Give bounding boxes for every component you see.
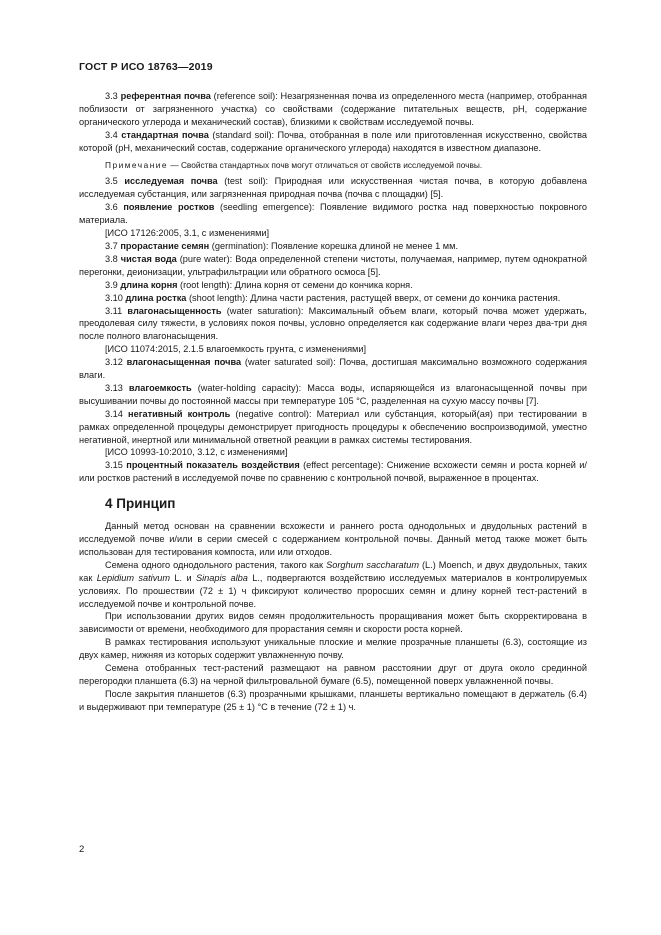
definition-3-7 bbox=[79, 240, 587, 253]
definition-term: длина ростка bbox=[125, 292, 187, 303]
definition-text: (reference soil): Незагрязненная почва из определенного места (например, отобранная поблизости от загрязненного участка) со свойствами (содержание питательных веществ, pH, содержание органического углерода и механический состав), близкими к свойствам исследуемой почвы. bbox=[79, 91, 588, 127]
note-text: — Свойства стандартных почв могут отличаться от свойств исследуемой почвы. bbox=[168, 159, 483, 170]
definition-term: прорастание семян bbox=[120, 240, 210, 251]
section-paragraph: Семена отобранных тест-растений размещают на равном расстоянии друг от друга около срединной перегородки планшета (6.3) на черной фильтровальной бумаге (6.5), помещенной поверх увлажненной почвы. bbox=[79, 663, 587, 686]
definition-number: 3.5 bbox=[105, 176, 118, 187]
definition-3-12 bbox=[79, 356, 587, 382]
definition-number: 3.9 bbox=[105, 279, 118, 290]
definition-term: влагонасыщенность bbox=[127, 305, 222, 316]
definition-number: 3.8 bbox=[105, 253, 118, 264]
definition-3-3 bbox=[79, 90, 587, 129]
reference-3-6: [ИСО 17126:2005, 3.1, с изменениями] bbox=[105, 228, 270, 239]
page-body bbox=[79, 90, 587, 714]
section-paragraph: После закрытия планшетов (6.3) прозрачными крышками, планшеты вертикально помещают в держатель (6.4) и выдерживают при температуре (25 ± 1) °С в течение (72 ± 1) ч. bbox=[79, 688, 587, 712]
definition-text: (water saturation): Максимальный объем влаги, который почва может удержать, преодолевая силу тяжести, в условиях покоя почвы, условно определяется как содержание влаги через два-три дня после полного влагонасыщения. bbox=[79, 305, 587, 342]
definition-text: (water saturated soil): Почва, достигшая максимально возможного содержания влаги. bbox=[79, 357, 587, 381]
document-header: ГОСТ Р ИСО 18763—2019 bbox=[79, 61, 213, 73]
section-paragraph: При использовании других видов семян продолжительность проращивания может быть скорректирована в зависимости от времени, необходимого для прорастания семян и скорости роста корней. bbox=[79, 611, 587, 635]
definition-3-6 bbox=[79, 201, 587, 227]
definition-text: (root length): Длина корня от семени до кончика корня. bbox=[177, 279, 413, 290]
definition-3-8 bbox=[79, 253, 587, 279]
definition-term: чистая вода bbox=[120, 253, 177, 264]
definition-term: негативный контроль bbox=[128, 408, 231, 419]
section-paragraph: В рамках тестирования используют уникальные плоские и мелкие прозрачные планшеты (6.3), состоящие из двух камер, нижняя из которых содержит увлажненную почву. bbox=[79, 637, 587, 661]
definition-number: 3.7 bbox=[105, 240, 118, 251]
definition-3-4 bbox=[79, 129, 587, 155]
definition-term: процентный показатель воздействия bbox=[126, 460, 300, 471]
definition-number: 3.13 bbox=[105, 382, 123, 393]
section-heading: 4 Принцип bbox=[105, 496, 176, 512]
definition-text: (standard soil): Почва, отобранная в поле или приготовленная искусственно, свойства которой (pH, механический состав, содержание органического углерода) находятся в известном диапазоне. bbox=[79, 129, 587, 153]
definition-text: (seedling emergence): Появление видимого ростка над поверхностью покровного материала. bbox=[79, 202, 587, 226]
definition-text: (negative control): Материал или субстанция, который(ая) при тестировании в рамках определенной процедуры демонстрирует пригодность процедуры к обеспечению воспроизводимой, уместно негативной, инертной или минимальной ответной реакции в рамках системы тестирования. bbox=[79, 408, 587, 445]
definition-number: 3.14 bbox=[105, 408, 123, 419]
definition-3-11 bbox=[79, 305, 587, 344]
definition-number: 3.3 bbox=[105, 91, 118, 101]
reference-3-11: [ИСО 11074:2015, 2.1.5 влагоемкость грунта, с изменениями] bbox=[105, 344, 367, 355]
species-name: Sorghum saccharatum bbox=[326, 559, 419, 570]
definition-term: появление ростков bbox=[123, 202, 215, 213]
definition-3-9 bbox=[79, 279, 587, 292]
note-label: Примечание bbox=[105, 159, 169, 170]
note bbox=[79, 159, 587, 172]
definition-term: длина корня bbox=[120, 279, 178, 290]
definition-3-5 bbox=[79, 175, 587, 201]
section-paragraph: Семена одного однодольного растения, такого как Sorghum saccharatum (L.) Moench, и двух двудольных, таких как Lepidium sativum L. и Sinapis alba L., подвергаются воздействию исследуемых материалов в контролируемых условиях. По прошествии (72 ± 1) ч фиксируют количество проросших семян и длину корней тест-растений в исследуемой почве и контрольной почве. bbox=[79, 559, 587, 609]
definition-term: референтная почва bbox=[120, 91, 211, 101]
definition-3-15 bbox=[79, 459, 587, 485]
definition-text: (water-holding capacity): Масса воды, испаряющейся из влагонасыщенной почвы при высушивании почвы до постоянной массы при температуре 105 °С, разделенная на сухую массу почвы [7]. bbox=[79, 382, 587, 406]
page-number: 2 bbox=[79, 844, 85, 855]
definition-3-14 bbox=[79, 408, 587, 447]
definition-number: 3.12 bbox=[105, 357, 123, 368]
definition-term: стандартная почва bbox=[121, 129, 209, 140]
section-paragraph: Данный метод основан на сравнении всхожести и раннего роста однодольных и двудольных растений в исследуемой почве и/или в серии смесей с содержанием контрольной почвы. Данный метод также может быть использован для тестирования компоста, или или отходов. bbox=[79, 521, 587, 557]
definition-3-10 bbox=[79, 292, 587, 305]
species-name: Sinapis alba bbox=[195, 572, 248, 583]
definition-number: 3.11 bbox=[105, 305, 123, 316]
reference-3-14: [ИСО 10993-10:2010, 3.12, с изменениями] bbox=[105, 447, 288, 458]
definition-number: 3.15 bbox=[105, 460, 123, 471]
species-name: Lepidium sativum bbox=[96, 572, 171, 583]
definition-term: влагоемкость bbox=[128, 382, 192, 393]
definition-text: (shoot length): Длина части растения, растущей вверх, от семени до кончика растения. bbox=[186, 292, 561, 303]
definition-3-13 bbox=[79, 382, 587, 408]
definition-term: влагонасыщенная почва bbox=[126, 357, 242, 368]
definition-term: исследуемая почва bbox=[124, 176, 218, 187]
definition-text: (pure water): Вода определенной степени чистоты, получаемая, например, путем однократной перегонки, деионизации, ультрафильтрации или обратного осмоса [5]. bbox=[79, 253, 588, 277]
definition-number: 3.4 bbox=[105, 129, 118, 140]
definition-text: (effect percentage): Снижение всхожести семян и роста корней и/или ростков растений в исследуемой почве по сравнению с контрольной почвой, выраженное в процентах. bbox=[79, 460, 587, 484]
definition-number: 3.10 bbox=[105, 292, 123, 303]
definition-number: 3.6 bbox=[105, 202, 118, 213]
definition-text: (germination): Появление корешка длиной не менее 1 мм. bbox=[209, 240, 458, 251]
definition-text: (test soil): Природная или искусственная чистая почва, в которую добавлена исследуемая субстанция, или загрязненная природная почва (почва с площадки) [5]. bbox=[79, 176, 587, 200]
